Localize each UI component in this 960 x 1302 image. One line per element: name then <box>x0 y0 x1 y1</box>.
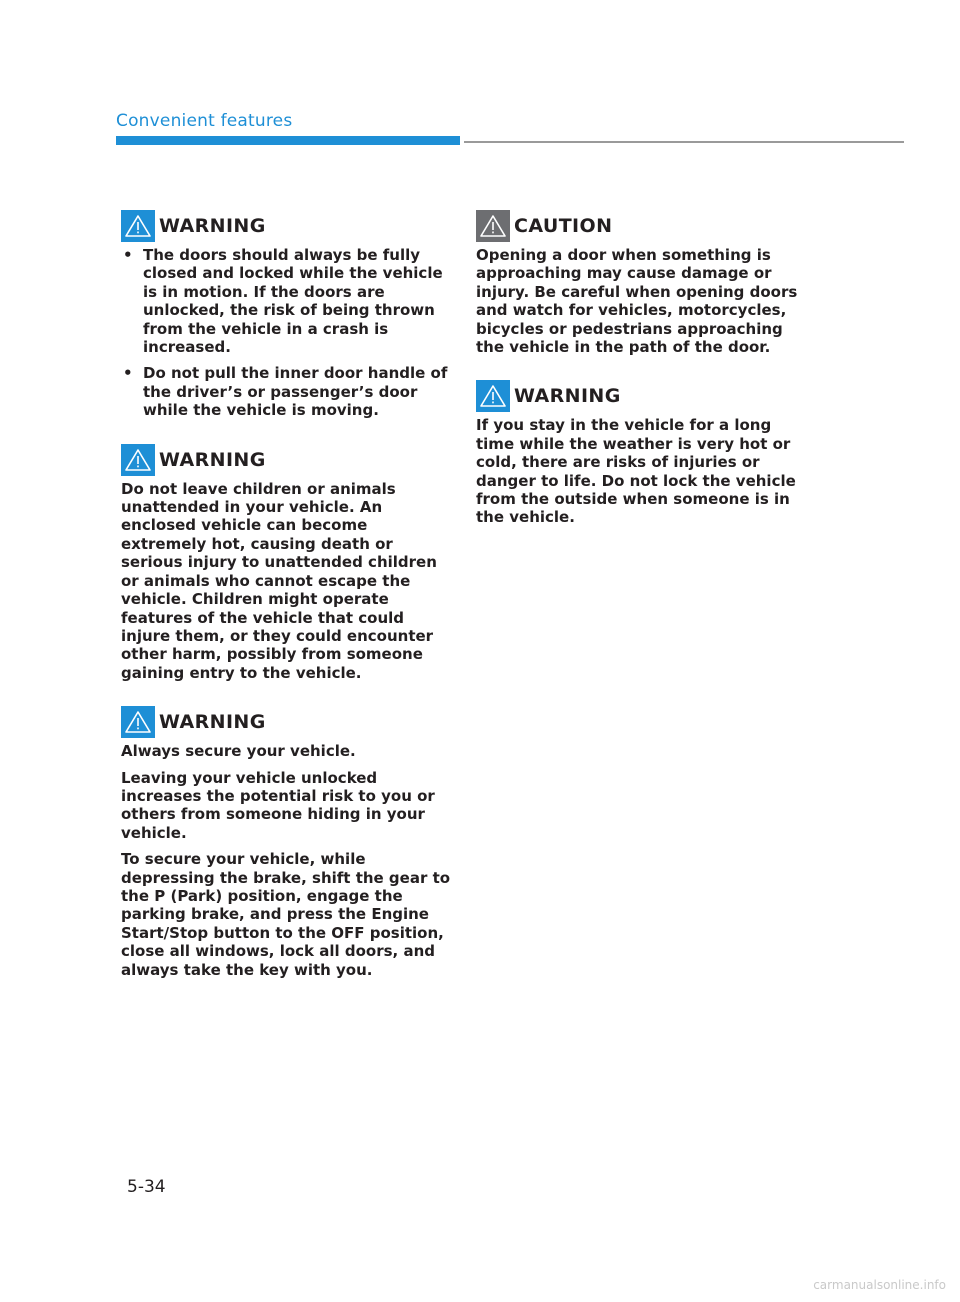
warning-title: WARNING <box>159 215 266 237</box>
left-column <box>121 210 451 1003</box>
warning-paragraph: Always secure your vehicle. <box>121 742 356 761</box>
caution-text: Opening a door when something is approaching may cause damage or injury. Be careful when opening doors and watch for vehicles, motorcycles, bicycles or pedestrians approaching the vehicle in the path of the door. <box>476 246 798 357</box>
right-column <box>476 210 806 551</box>
warning-triangle-icon <box>121 706 155 738</box>
list-item-text: Do not pull the inner door handle of the driver’s or passenger’s door while the vehicle is moving. <box>143 364 448 420</box>
warning-box-temperature <box>476 380 806 526</box>
warning-title: WARNING <box>514 385 621 408</box>
watermark: carmanualsonline.info <box>813 1278 946 1292</box>
warning-title: WARNING <box>159 448 266 471</box>
warning-triangle-icon <box>121 444 155 476</box>
warning-box-door-lock <box>121 210 451 420</box>
warning-triangle-icon <box>476 380 510 412</box>
warning-triangle-icon <box>121 210 155 242</box>
list-item: • Do not pull the inner door handle of the driver’s or passenger’s door while the vehicle is moving. <box>123 364 448 420</box>
warning-text: Do not leave children or animals unattended in your vehicle. An enclosed vehicle can become extremely hot, causing death or serious injury to unattended children or animals who cannot escape the vehicle. Children might operate features of the vehicle that could injure them, or they could encounter other harm, possibly from someone gaining entry to the vehicle. <box>121 479 437 682</box>
header-divider-line <box>464 141 904 143</box>
caution-triangle-icon <box>476 210 510 242</box>
list-item-text: The doors should always be fully closed and locked while the vehicle is in motion. If the doors are unlocked, the risk of being thrown from the vehicle in a crash is increased. <box>143 246 443 357</box>
caution-title: CAUTION <box>514 215 613 237</box>
caution-box-opening-door <box>476 210 806 356</box>
section-title: Convenient features <box>116 111 293 131</box>
page-number: 5-34 <box>127 1177 166 1197</box>
warning-paragraph: To secure your vehicle, while depressing the brake, shift the gear to the P (Park) position, engage the parking brake, and press the Engine Start/Stop button to the OFF position, close all windows, lock all doors, and always take the key with you. <box>121 850 451 979</box>
warning-text: If you stay in the vehicle for a long time while the weather is very hot or cold, there are risks of injuries or danger to life. Do not lock the vehicle from the outside when someone is in the vehicle. <box>476 416 796 527</box>
list-item: • The doors should always be fully closed and locked while the vehicle is in motion. If the doors are unlocked, the risk of being thrown from the vehicle in a crash is increased. <box>123 246 443 357</box>
header-accent-bar <box>116 136 460 145</box>
warning-box-secure-vehicle <box>121 706 451 979</box>
warning-paragraph: Leaving your vehicle unlocked increases the potential risk to you or others from someone hiding in your vehicle. <box>121 768 435 842</box>
warning-title: WARNING <box>159 711 266 734</box>
warning-box-children-animals <box>121 444 451 682</box>
